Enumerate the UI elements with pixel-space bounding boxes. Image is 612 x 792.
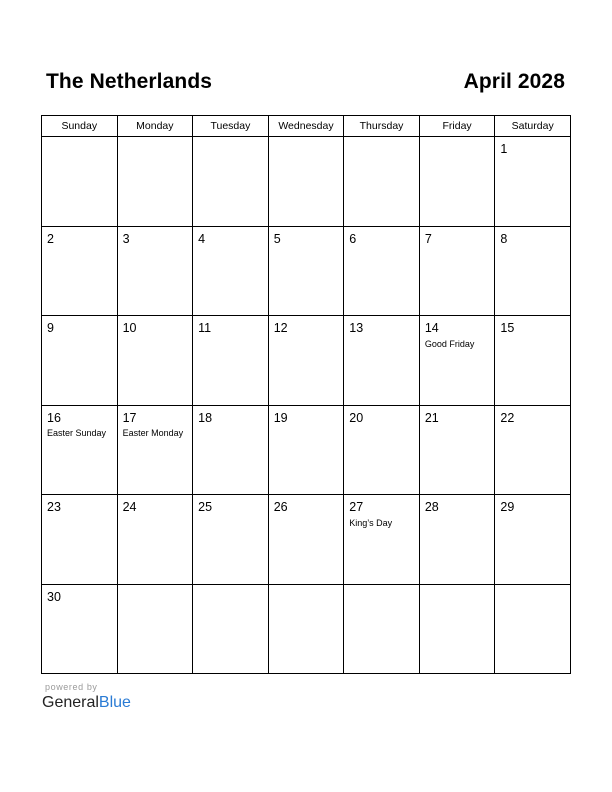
empty-day-cell bbox=[495, 584, 571, 674]
day-cell bbox=[344, 405, 420, 495]
brand-blue-text: Blue bbox=[98, 694, 131, 711]
holiday-label: Easter Sunday bbox=[47, 428, 107, 438]
brand-logo bbox=[42, 694, 131, 712]
day-cell bbox=[495, 405, 571, 495]
day-cell bbox=[495, 495, 571, 585]
day-cell bbox=[419, 316, 495, 406]
empty-day-cell bbox=[42, 137, 118, 227]
day-number: 25 bbox=[198, 500, 213, 514]
day-cell bbox=[117, 226, 193, 316]
week-row bbox=[42, 584, 571, 674]
day-number: 3 bbox=[122, 231, 130, 246]
empty-day-cell bbox=[344, 584, 420, 674]
day-cell bbox=[42, 495, 118, 585]
empty-day-cell bbox=[268, 584, 344, 674]
weekday-friday: Friday bbox=[419, 116, 495, 137]
day-number: 23 bbox=[47, 500, 61, 514]
day-number: 14 bbox=[424, 321, 439, 335]
weekday-saturday: Saturday bbox=[495, 116, 571, 137]
day-number: 29 bbox=[500, 500, 515, 514]
country-title: The Netherlands bbox=[46, 70, 213, 93]
weekday-thursday: Thursday bbox=[344, 116, 420, 137]
weekday-tuesday: Tuesday bbox=[193, 116, 269, 137]
day-cell bbox=[42, 405, 118, 495]
day-number: 7 bbox=[424, 231, 432, 246]
weekday-monday: Monday bbox=[117, 116, 193, 137]
day-number: 28 bbox=[424, 500, 439, 514]
day-cell bbox=[495, 226, 571, 316]
calendar-body bbox=[42, 137, 571, 674]
week-row bbox=[42, 226, 571, 316]
weekday-sunday: Sunday bbox=[42, 116, 118, 137]
day-cell bbox=[193, 405, 269, 495]
day-cell bbox=[42, 226, 118, 316]
day-number: 16 bbox=[47, 410, 61, 425]
day-number: 26 bbox=[273, 500, 288, 514]
day-number: 24 bbox=[122, 500, 137, 514]
week-row bbox=[42, 495, 571, 585]
day-cell bbox=[268, 405, 344, 495]
day-number: 6 bbox=[349, 231, 357, 246]
empty-day-cell bbox=[193, 137, 269, 227]
holiday-label: King’s Day bbox=[349, 517, 393, 528]
brand-general-text: General bbox=[42, 694, 99, 711]
day-cell bbox=[344, 316, 420, 406]
day-number: 30 bbox=[47, 589, 61, 604]
week-row bbox=[42, 316, 571, 406]
day-cell bbox=[193, 226, 269, 316]
day-cell bbox=[495, 316, 571, 406]
day-number: 13 bbox=[349, 321, 364, 335]
week-row bbox=[42, 405, 571, 495]
day-cell bbox=[268, 316, 344, 406]
empty-day-cell bbox=[193, 584, 269, 674]
day-cell bbox=[42, 316, 118, 406]
month-year-title: April 2028 bbox=[463, 70, 565, 93]
day-number: 9 bbox=[47, 321, 54, 335]
holiday-label: Easter Monday bbox=[122, 428, 184, 438]
powered-by-text: powered by bbox=[45, 682, 98, 692]
week-row bbox=[42, 137, 571, 227]
day-number: 2 bbox=[47, 231, 54, 246]
empty-day-cell bbox=[344, 137, 420, 227]
weekday-wednesday: Wednesday bbox=[268, 116, 344, 137]
day-cell bbox=[419, 226, 495, 316]
empty-day-cell bbox=[117, 137, 193, 227]
day-number: 8 bbox=[500, 231, 508, 246]
day-number: 18 bbox=[198, 410, 213, 425]
day-number: 19 bbox=[273, 410, 288, 425]
day-cell bbox=[42, 584, 118, 674]
empty-day-cell bbox=[268, 137, 344, 227]
day-number: 4 bbox=[198, 231, 206, 246]
day-cell bbox=[419, 495, 495, 585]
day-cell bbox=[193, 495, 269, 585]
day-cell bbox=[268, 226, 344, 316]
day-number: 27 bbox=[349, 500, 364, 514]
day-cell bbox=[117, 405, 193, 495]
day-cell bbox=[495, 137, 571, 227]
day-number: 22 bbox=[500, 410, 515, 425]
day-number: 12 bbox=[273, 321, 288, 335]
day-cell bbox=[419, 405, 495, 495]
day-number: 21 bbox=[424, 410, 439, 425]
empty-day-cell bbox=[419, 584, 495, 674]
empty-day-cell bbox=[117, 584, 193, 674]
day-number: 15 bbox=[500, 321, 515, 335]
holiday-label: Good Friday bbox=[424, 338, 475, 349]
day-cell bbox=[268, 495, 344, 585]
day-number: 11 bbox=[198, 321, 212, 335]
calendar-grid bbox=[41, 115, 571, 674]
day-number: 17 bbox=[122, 410, 137, 425]
weekday-header-row bbox=[42, 116, 571, 137]
empty-day-cell bbox=[419, 137, 495, 227]
day-cell bbox=[193, 316, 269, 406]
day-cell bbox=[117, 495, 193, 585]
day-number: 5 bbox=[273, 231, 281, 246]
day-cell bbox=[117, 316, 193, 406]
day-cell bbox=[344, 226, 420, 316]
day-number: 1 bbox=[500, 142, 508, 156]
day-number: 10 bbox=[122, 321, 137, 335]
day-number: 20 bbox=[349, 410, 364, 425]
day-cell bbox=[344, 495, 420, 585]
